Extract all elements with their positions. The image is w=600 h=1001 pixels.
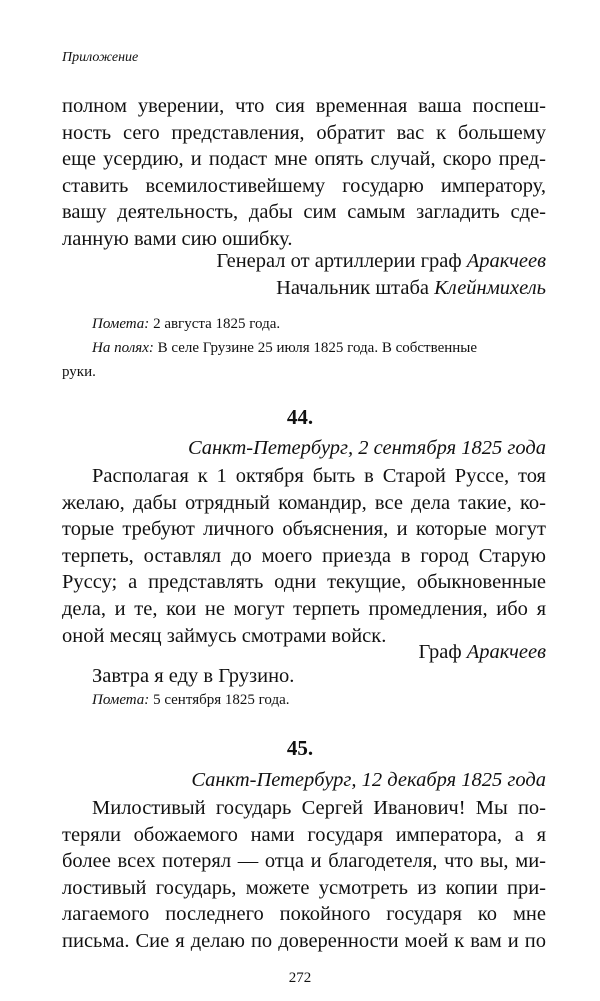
dateline-44: Санкт-Петербург, 2 сентября 1825 года — [187, 437, 546, 459]
document-number-44: 44. — [286, 405, 314, 429]
note-pometa-44: Помета: 5 сентября 1825 года. — [92, 692, 290, 708]
dateline-45: Санкт-Петербург, 12 декабря 1825 года — [191, 769, 546, 791]
page-number: 272 — [288, 970, 312, 986]
note-margins: На полях: В селе Грузине 25 июля 1825 года. В собственные — [92, 340, 478, 356]
text-line: дела, и те, кои не могут терпеть промедления, ибо я — [62, 597, 546, 620]
text-line: желаю, дабы отрядный командир, все дела такие, ко- — [62, 491, 546, 514]
note-pometa: Помета: 2 августа 1825 года. — [92, 316, 281, 332]
text-line: Располагая к 1 октября быть в Старой Руссе, тоя — [92, 465, 546, 487]
note-margins-continued: руки. — [62, 364, 96, 380]
paragraph-continued — [62, 93, 546, 253]
text-line: письма. Сие я делаю по доверенности моей к вам и по — [62, 929, 546, 952]
postscript-44: Завтра я еду в Грузино. — [92, 665, 295, 687]
paragraph-44 — [62, 463, 546, 649]
signature-arakcheev: Генерал от артиллерии граф Аракчеев — [216, 250, 546, 272]
text-line: Руссу; а представлять одни текущие, обыкновенные — [62, 571, 546, 594]
signature-kleinmichel: Начальник штаба Клейнмихель — [276, 277, 546, 299]
text-line: теряли обожаемого нами государя императора, а я — [62, 823, 546, 846]
text-line: терпеть, оставлял до моего приезда в город Старую — [62, 544, 546, 567]
text-line: ланную вами сию ошибку. — [62, 227, 293, 250]
text-line: оной месяц займусь смотрами войск. — [62, 624, 387, 647]
text-line: вашу деятельность, дабы сим самым загладить сде- — [62, 201, 546, 224]
text-line: ставить всемилостивейшему государю императору, — [62, 174, 546, 197]
text-line: лагаемого последнего покойного государя ко мне — [62, 903, 546, 926]
text-line: еще усердию, и подаст мне опять случай, скоро пред- — [62, 148, 546, 171]
document-number-45: 45. — [286, 736, 314, 760]
running-header: Приложение — [62, 50, 139, 65]
text-line: торые требуют личного объяснения, и которые могут — [62, 518, 546, 541]
text-line: Милостивый государь Сергей Иванович! Мы по- — [92, 797, 546, 819]
text-line: более всех потерял — отца и благодетеля, что вы, ми- — [62, 850, 546, 873]
text-line: полном уверении, что сия временная ваша поспеш- — [62, 95, 546, 117]
text-line: ность сего представления, обратит вас к большему — [62, 121, 546, 144]
signature-graf-arakcheev: Граф Аракчеев — [418, 641, 546, 663]
text-line: лостивый государь, можете усмотреть из копии при- — [62, 876, 546, 899]
paragraph-45 — [62, 795, 546, 955]
